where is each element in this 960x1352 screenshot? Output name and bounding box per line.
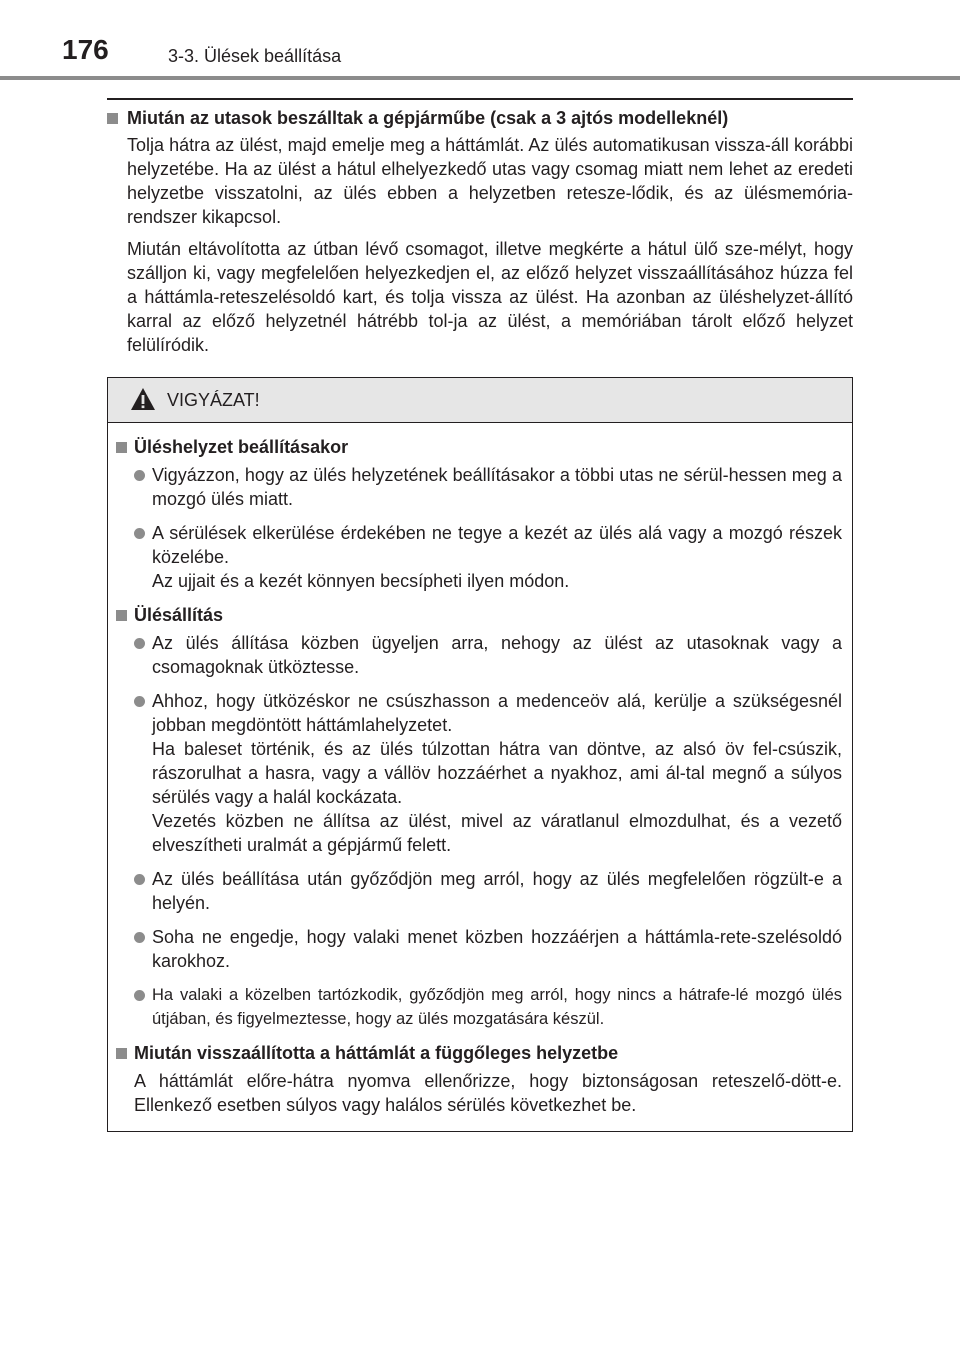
round-bullet-icon bbox=[134, 638, 145, 649]
main-section bbox=[107, 106, 853, 357]
section-paragraph: Miután eltávolította az útban lévő csomagot, illetve megkérte a hátul ülő sze-mélyt, hogy szálljon ki, vagy megfelelően helyezkedjen el, az előző helyzet visszaállításához húzza fel a háttámla-reteszelésoldó kart, és tolja vissza az ülést. Ha azonban az üléshelyzet-állító karral az előző helyzetnél hátrébb tol-ja az ülést, a memóriában tárolt előző helyzet felülíródik. bbox=[127, 239, 853, 355]
bullet-text: A sérülések elkerülése érdekében ne tegye a kezét az ülés alá vagy a mozgó részek közelébe. bbox=[152, 523, 842, 567]
warning-section-heading-text: Üléshelyzet beállításakor bbox=[134, 437, 349, 457]
round-bullet-icon bbox=[134, 528, 145, 539]
bullet-text: Ahhoz, hogy ütközéskor ne csúszhasson a medenceöv alá, kerülje a szükségesnél jobban megdöntött háttámlahelyzetet. bbox=[152, 691, 842, 735]
bullet-text: Soha ne engedje, hogy valaki menet közben hozzáérjen a háttámla-rete-szelésoldó karokhoz. bbox=[152, 927, 842, 971]
warning-section-heading bbox=[116, 435, 842, 459]
bullet-text: Ha valaki a közelben tartózkodik, győződjön meg arról, hogy nincs a hátrafe-lé mozgó ülés útjában, és figyelmeztesse, hogy az ülés mozgatására készül. bbox=[152, 986, 842, 1028]
warning-body bbox=[108, 423, 852, 1117]
warning-header bbox=[108, 378, 852, 423]
warning-bullet bbox=[116, 463, 842, 511]
bullet-text: Vezetés közben ne állítsa az ülést, mivel az váratlanul elmozdulhat, és a vezető elveszítheti uralmát a gépjármű felett. bbox=[152, 811, 842, 855]
page-number: 176 bbox=[62, 34, 109, 65]
warning-section-heading bbox=[116, 1041, 842, 1065]
warning-title: VIGYÁZAT! bbox=[167, 390, 260, 410]
warning-bullet bbox=[116, 631, 842, 679]
round-bullet-icon bbox=[134, 932, 145, 943]
round-bullet-icon bbox=[134, 470, 145, 481]
header-rule bbox=[0, 76, 960, 80]
warning-bullet bbox=[116, 925, 842, 973]
section-rule bbox=[107, 98, 853, 100]
bullet-text: Vigyázzon, hogy az ülés helyzetének beállításakor a többi utas ne sérül-hessen meg a mozgó ülés miatt. bbox=[152, 465, 842, 509]
square-bullet-icon bbox=[116, 1048, 127, 1059]
warning-bullet bbox=[116, 983, 842, 1031]
round-bullet-icon bbox=[134, 696, 145, 707]
section-heading-text: Miután az utasok beszálltak a gépjárműbe (csak a 3 ajtós modelleknél) bbox=[127, 108, 729, 128]
warning-box bbox=[107, 377, 853, 1132]
chapter-title: 3-3. Ülések beállítása bbox=[168, 46, 342, 66]
section-heading bbox=[107, 106, 853, 130]
warning-bullet bbox=[116, 867, 842, 915]
warning-section-heading-text: Miután visszaállította a háttámlát a függőleges helyzetbe bbox=[134, 1043, 619, 1063]
warning-bullet bbox=[116, 521, 842, 593]
warning-section-heading bbox=[116, 603, 842, 627]
section-paragraph: Tolja hátra az ülést, majd emelje meg a háttámlát. Az ülés automatikusan vissza-áll korábbi helyzetébe. Ha az ülést a hátul elhelyezkedő utas vagy csomag miatt nem lehet az eredeti helyzetbe visszatolni, az ülés ebben a helyzetben retesze-lődik, és az ülésmemória-rendszer kikapcsol. bbox=[127, 135, 853, 227]
bullet-text: Az ujjait és a kezét könnyen becsípheti ilyen módon. bbox=[152, 571, 570, 591]
warning-paragraph: A háttámlát előre-hátra nyomva ellenőrizze, hogy biztonságosan reteszelő-dött-e. Ellenkező esetben súlyos vagy halálos sérülés következhet be. bbox=[134, 1071, 842, 1115]
bullet-text: Az ülés beállítása után győződjön meg arról, hogy az ülés megfelelően rögzült-e a helyén. bbox=[152, 869, 842, 913]
round-bullet-icon bbox=[134, 990, 145, 1001]
bullet-text: Ha baleset történik, és az ülés túlzottan hátra van döntve, az alsó öv fel-csúszik, rászorulhat a hasra, vagy a vállöv hozzáérhet a nyakhoz, ami ál-tal megnő a súlyos sérülés vagy a halál kockázata. bbox=[152, 739, 842, 807]
bullet-text: Az ülés állítása közben ügyeljen arra, nehogy az ülést az utasoknak vagy a csomagoknak ütköztesse. bbox=[152, 633, 842, 677]
round-bullet-icon bbox=[134, 874, 145, 885]
warning-section-heading-text: Ülésállítás bbox=[134, 605, 224, 625]
square-bullet-icon bbox=[116, 610, 127, 621]
square-bullet-icon bbox=[107, 113, 118, 124]
warning-bullet bbox=[116, 689, 842, 857]
square-bullet-icon bbox=[116, 442, 127, 453]
warning-triangle-icon bbox=[130, 387, 156, 411]
